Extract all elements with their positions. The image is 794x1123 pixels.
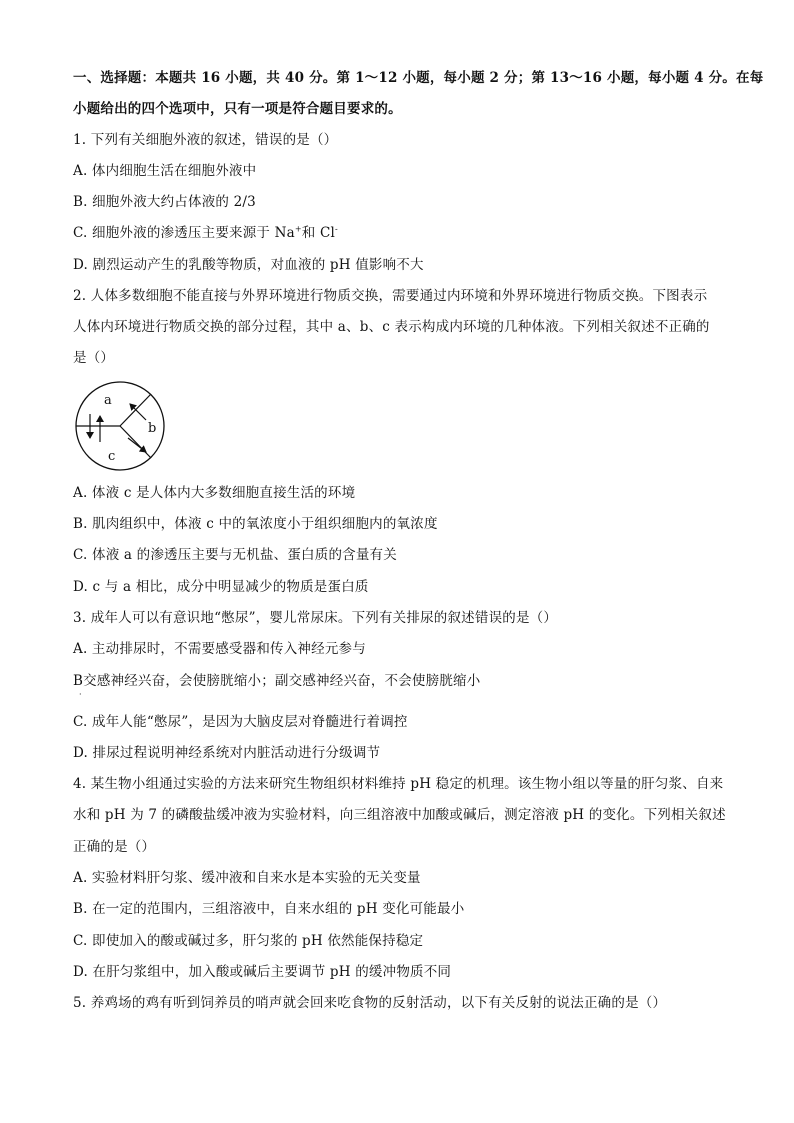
q2-option-a: A. 体液 c 是人体内大多数细胞直接生活的环境: [73, 485, 356, 501]
q5-stem: 5. 养鸡场的鸡有听到饲养员的哨声就会回来吃食物的反射活动，以下有关反射的说法正确的是（）: [73, 995, 667, 1011]
q2-stem-line3: 是（）: [73, 350, 115, 366]
q1-option-c-text-2: 和 Cl: [301, 225, 336, 241]
section-header-line2: 小题给出的四个选项中，只有一项是符合题目要求的。: [73, 101, 402, 117]
body-fluid-diagram: [72, 380, 170, 472]
q1-option-d: D. 剧烈运动产生的乳酸等物质，对血液的 pH 值影响不大: [73, 257, 424, 273]
stray-dot: ·: [79, 690, 82, 699]
q3-option-b: B交感神经兴奋，会使膀胱缩小；副交感神经兴奋，不会使膀胱缩小: [73, 673, 481, 689]
diagram-label-a: a: [104, 393, 112, 408]
diagram-label-c: c: [108, 449, 116, 464]
q4-stem-line3: 正确的是（）: [73, 839, 156, 855]
q3-option-d: D. 排尿过程说明神经系统对内脏活动进行分级调节: [73, 745, 381, 761]
section-header-line1: 一、选择题：本题共 16 小题，共 40 分。第 1～12 小题，每小题 2 分；第 13～16 小题，每小题 4 分。在每: [73, 70, 764, 86]
q2-option-d: D. c 与 a 相比，成分中明显减少的物质是蛋白质: [73, 579, 369, 595]
q1-option-c-sup-plus: +: [294, 224, 302, 234]
q1-option-c-sup-minus: -: [335, 224, 338, 234]
q3-stem: 3. 成年人可以有意识地“憋尿”，婴儿常尿床。下列有关排尿的叙述错误的是（）: [73, 610, 558, 626]
q4-option-c: C. 即使加入的酸或碱过多，肝匀浆的 pH 依然能保持稳定: [73, 933, 424, 949]
q4-stem-line1: 4. 某生物小组通过实验的方法来研究生物组织材料维持 pH 稳定的机理。该生物小组以等量的肝匀浆、自来: [73, 776, 724, 792]
q1-option-c: [73, 224, 338, 242]
q2-option-c: C. 体液 a 的渗透压主要与无机盐、蛋白质的含量有关: [73, 547, 397, 563]
q3-option-c: C. 成年人能“憋尿”，是因为大脑皮层对脊髓进行着调控: [73, 714, 408, 730]
q4-option-a: A. 实验材料肝匀浆、缓冲液和自来水是本实验的无关变量: [73, 870, 421, 886]
q1-option-b: B. 细胞外液大约占体液的 2/3: [73, 194, 256, 210]
q3-option-a: A. 主动排尿时，不需要感受器和传入神经元参与: [73, 641, 366, 657]
q4-option-d: D. 在肝匀浆组中，加入酸或碱后主要调节 pH 的缓冲物质不同: [73, 964, 452, 980]
q2-stem-line1: 2. 人体多数细胞不能直接与外界环境进行物质交换，需要通过内环境和外界环境进行物质交换。下图表示: [73, 288, 708, 304]
q2-stem-line2: 人体内环境进行物质交换的部分过程，其中 a、b、c 表示构成内环境的几种体液。下列相关叙述不正确的: [73, 319, 710, 335]
q4-option-b: B. 在一定的范围内，三组溶液中，自来水组的 pH 变化可能最小: [73, 901, 465, 917]
q1-option-c-text-1: C. 细胞外液的渗透压主要来源于 Na: [73, 225, 295, 241]
diagram-label-b: b: [148, 421, 157, 436]
q1-option-a: A. 体内细胞生活在细胞外液中: [73, 163, 257, 179]
q1-stem: 1. 下列有关细胞外液的叙述，错误的是（）: [73, 132, 338, 148]
q4-stem-line2: 水和 pH 为 7 的磷酸盐缓冲液为实验材料，向三组溶液中加酸或碱后，测定溶液 pH 的变化。下列相关叙述: [73, 807, 726, 823]
q2-option-b: B. 肌肉组织中，体液 c 中的氧浓度小于组织细胞内的氧浓度: [73, 516, 438, 532]
